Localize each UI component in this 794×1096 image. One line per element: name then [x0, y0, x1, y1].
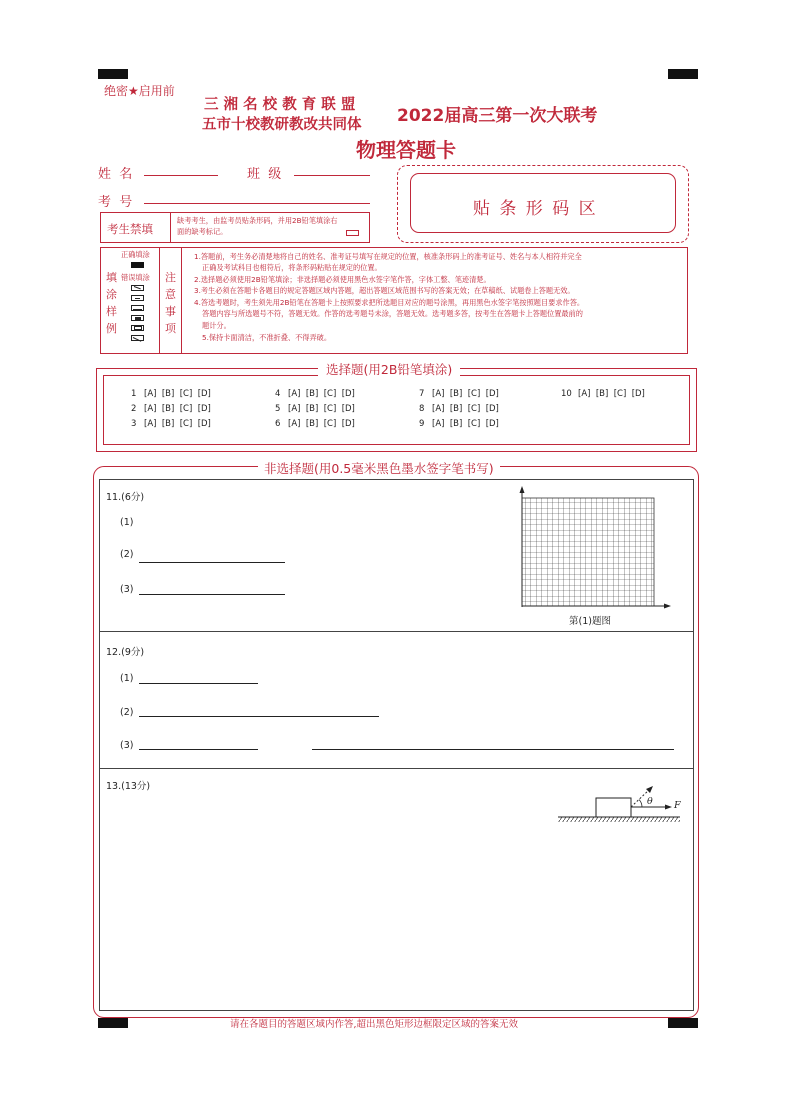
name-label: 姓 名 [98, 167, 133, 182]
instructions-divider-2 [181, 248, 182, 353]
note-line-6: 答题内容与所选题号不符，答题无效。作答的选考题号未涂，答题无效。选考题多答，按考生在答题卡上答题位置最前的 [202, 309, 583, 318]
page-title: 物理答题卡 [356, 138, 456, 162]
note-line-2: 正确及考试科目也相符后，将条形码粘贴在规定的位置。 [202, 263, 382, 272]
choice-number: 5 [275, 404, 281, 414]
notice-char-3: 事 [165, 305, 176, 318]
q12-part3-label: (3) [120, 740, 134, 751]
graph-caption: 第(1)题图 [569, 616, 611, 627]
notice-char-2: 意 [165, 288, 176, 301]
corner-mark-bottom-right [668, 1018, 698, 1028]
choice-number: 6 [275, 419, 281, 429]
wrong-fill-sample-2 [131, 295, 144, 301]
q12-part3-field-a[interactable] [139, 749, 258, 750]
choice-options[interactable]: [A] [B] [C] [D] [432, 389, 499, 399]
choice-number: 7 [419, 389, 425, 399]
notice-char-1: 注 [165, 271, 176, 284]
choice-q4[interactable] [275, 389, 355, 399]
note-line-8: 5.保持卡面清洁，不准折叠、不得弄破。 [202, 333, 332, 342]
barcode-label: 贴 条 形 码 区 [473, 199, 598, 219]
choice-number: 8 [419, 404, 425, 414]
choice-q5[interactable] [275, 404, 355, 414]
choice-options[interactable]: [A] [B] [C] [D] [578, 389, 645, 399]
choice-options[interactable]: [A] [B] [C] [D] [288, 404, 355, 414]
q11-part2-field[interactable] [139, 562, 285, 563]
corner-mark-top-left [98, 69, 128, 79]
choice-number: 4 [275, 389, 281, 399]
nonchoice-title: 非选择题(用0.5毫米黑色墨水签字笔书写) [258, 459, 500, 477]
choice-q6[interactable] [275, 419, 355, 429]
notice-char-4: 项 [165, 322, 176, 335]
fill-char-3: 样 [106, 305, 117, 318]
wrong-fill-label: 错误填涂 [121, 273, 150, 282]
wrong-fill-sample-1 [131, 285, 144, 291]
q12-part3-field-b[interactable] [312, 749, 674, 750]
class-label: 班 级 [247, 167, 282, 182]
choice-q1[interactable] [131, 389, 211, 399]
wrong-fill-sample-6 [131, 335, 144, 341]
q11-part2-label: (2) [120, 549, 134, 560]
note-line-5: 4.答选考题时，考生须先用2B铅笔在答题卡上按照要求把所选题目对应的题号涂黑，再用黑色水签字笔按照题目要求作答。 [194, 298, 585, 307]
choice-number: 1 [131, 389, 137, 399]
correct-fill-sample [131, 262, 144, 268]
choice-number: 2 [131, 404, 137, 414]
forbidden-label: 考生禁填 [107, 222, 153, 236]
note-line-7: 题计分。 [202, 321, 231, 330]
exam-title: 2022届高三第一次大联考 [397, 106, 598, 126]
choice-q7[interactable] [419, 389, 499, 399]
absent-mark-box[interactable] [346, 230, 359, 236]
q13-label: 13.(13分) [106, 781, 151, 792]
class-field[interactable] [294, 175, 370, 176]
choice-options[interactable]: [A] [B] [C] [D] [432, 419, 499, 429]
q12-part2-field[interactable] [139, 716, 379, 717]
number-label: 考 号 [98, 195, 133, 210]
choice-q3[interactable] [131, 419, 211, 429]
q12-part2-label: (2) [120, 707, 134, 718]
corner-mark-bottom-left [98, 1018, 128, 1028]
q11-part1-label: (1) [120, 517, 134, 528]
q13-diagram [556, 784, 684, 826]
number-field[interactable] [144, 203, 370, 204]
fill-char-1: 填 [106, 271, 117, 284]
divider-q11-q12 [99, 631, 694, 632]
note-line-3: 2.选择题必须使用2B铅笔填涂；非选择题必须使用黑色水签字笔作答，字体工整、笔迹清楚。 [194, 275, 491, 284]
instructions-box [100, 247, 688, 354]
q11-graph[interactable] [514, 486, 674, 612]
absent-box-divider [170, 213, 171, 242]
alliance-line-1: 三 湘 名 校 教 育 联 盟 [204, 97, 356, 113]
choice-options[interactable]: [A] [B] [C] [D] [288, 389, 355, 399]
choice-number: 10 [561, 389, 572, 399]
fill-char-4: 例 [106, 322, 117, 335]
choice-options[interactable]: [A] [B] [C] [D] [288, 419, 355, 429]
forbidden-note-2: 面的缺考标记。 [177, 227, 228, 236]
fill-char-2: 涂 [106, 288, 117, 301]
choice-number: 3 [131, 419, 137, 429]
choice-options[interactable]: [A] [B] [C] [D] [144, 389, 211, 399]
name-field[interactable] [144, 175, 218, 176]
alliance-line-2: 五市十校教研教改共同体 [202, 117, 362, 133]
choice-q10[interactable] [561, 389, 645, 399]
choice-number: 9 [419, 419, 425, 429]
corner-mark-top-right [668, 69, 698, 79]
barcode-area [410, 173, 676, 233]
q12-part1-label: (1) [120, 673, 134, 684]
choice-q8[interactable] [419, 404, 499, 414]
choice-options[interactable]: [A] [B] [C] [D] [144, 404, 211, 414]
absent-box [100, 212, 370, 243]
q12-part1-field[interactable] [139, 683, 258, 684]
q11-part3-label: (3) [120, 584, 134, 595]
forbidden-note-1: 缺考考生，由监考员贴条形码，并用2B铅笔填涂右 [177, 216, 338, 225]
force-label: F [674, 800, 681, 811]
footer-note: 请在各题目的答题区域内作答,超出黑色矩形边框限定区域的答案无效 [230, 1019, 519, 1030]
q12-label: 12.(9分) [106, 647, 145, 658]
choice-options[interactable]: [A] [B] [C] [D] [144, 419, 211, 429]
note-line-1: 1.答题前，考生务必清楚地将自己的姓名、准考证号填写在规定的位置，核准条形码上的准考证号、姓名与本人相符并完全 [194, 252, 582, 261]
wrong-fill-sample-4 [131, 315, 144, 321]
wrong-fill-sample-3 [131, 305, 144, 311]
choice-q2[interactable] [131, 404, 211, 414]
wrong-fill-sample-5 [131, 325, 144, 331]
choice-title: 选择题(用2B铅笔填涂) [318, 360, 460, 378]
divider-q12-q13 [99, 768, 694, 769]
angle-label: θ [647, 796, 653, 807]
note-line-4: 3.考生必须在答题卡各题目的规定答题区域内答题，超出答题区域范围书写的答案无效；在草稿纸、试题卷上答题无效。 [194, 286, 575, 295]
q11-part3-field[interactable] [139, 594, 285, 595]
correct-fill-label: 正确填涂 [121, 250, 150, 259]
instructions-divider-1 [159, 248, 160, 353]
choice-q9[interactable] [419, 419, 499, 429]
secret-label: 绝密★启用前 [104, 84, 175, 98]
choice-options[interactable]: [A] [B] [C] [D] [432, 404, 499, 414]
q11-label: 11.(6分) [106, 492, 145, 503]
